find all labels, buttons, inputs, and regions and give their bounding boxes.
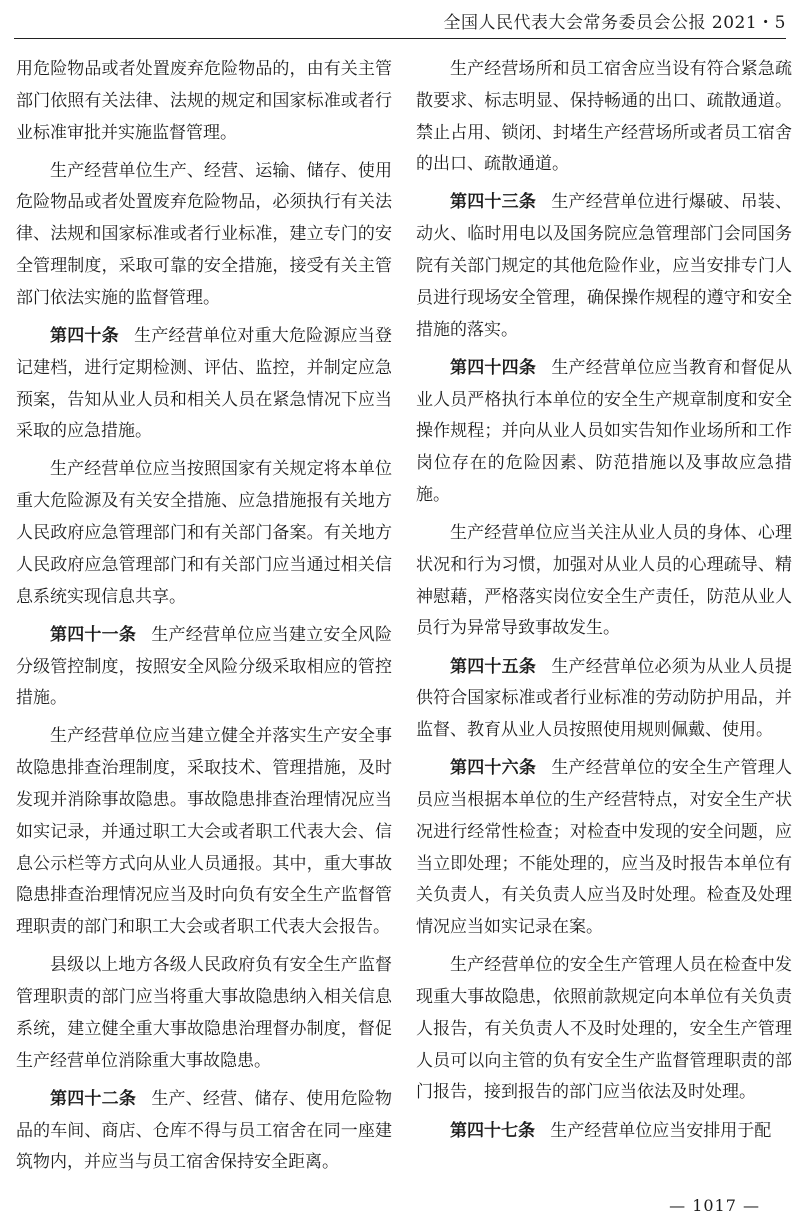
paragraph (16, 54, 392, 149)
paragraph-text: 生产经营单位必须为从业人员提供符合国家标准或者行业标准的劳动防护用品，并监督、教育从业人员按照使用规则佩戴、使用。 (416, 656, 793, 741)
paragraph-text: 生产经营单位应当安排用于配 (550, 1120, 772, 1141)
article-paragraph (16, 321, 392, 448)
page-number: — 1017 — (669, 1196, 760, 1215)
article-number: 第四十三条 (450, 192, 537, 213)
article-number: 第四十二条 (50, 1088, 137, 1109)
paragraph-text: 生产、经营、储存、使用危险物品的车间、商店、仓库不得与员工宿舍在同一座建筑物内，并应当与员工宿舍保持安全距离。 (16, 1088, 393, 1173)
left-text-column (16, 54, 392, 1185)
publication-header (14, 8, 786, 39)
paragraph-text: 生产经营单位应当建立安全风险分级管控制度，按照安全风险分级采取相应的管控措施。 (16, 624, 393, 709)
paragraph-text: 生产经营单位应当教育和督促从业人员严格执行本单位的安全生产规章制度和安全操作规程；并向从业人员如实告知作业场所和工作岗位存在的危险因素、防范措施以及事故应急措施。 (416, 357, 793, 505)
paragraph (16, 454, 392, 613)
paragraph (416, 54, 792, 181)
paragraph-text: 生产经营单位的安全生产管理人员在检查中发现重大事故隐患，依照前款规定向本单位有关负责人报告，有关负责人不及时处理的，安全生产管理人员可以向主管的负有安全生产监督管理职责的部门报告，接到报告的部门应当依法及时处理。 (416, 955, 792, 1103)
paragraph (16, 721, 392, 944)
paragraph (416, 518, 792, 645)
paragraph-text: 生产经营单位应当关注从业人员的身体、心理状况和行为习惯，加强对从业人员的心理疏导、精神慰藉，严格落实岗位安全生产责任，防范从业人员行为异常导致事故发生。 (416, 523, 792, 639)
paragraph-text: 生产经营单位对重大危险源应当登记建档，进行定期检测、评估、监控，并制定应急预案，告知从业人员和相关人员在紧急情况下应当采取的应急措施。 (16, 325, 393, 442)
paragraph-text: 生产经营场所和员工宿舍应当设有符合紧急疏散要求、标志明显、保持畅通的出口、疏散通道。禁止占用、锁闭、封堵生产经营场所或者员工宿舍的出口、疏散通道。 (416, 59, 792, 175)
paragraph-text: 生产经营单位应当按照国家有关规定将本单位重大危险源及有关安全措施、应急措施报有关地方人民政府应急管理部门和有关部门备案。有关地方人民政府应急管理部门和有关部门应当通过相关信息系统实现信息共享。 (16, 459, 392, 607)
paragraph (16, 156, 392, 315)
article-number: 第四十五条 (450, 656, 537, 677)
article-number: 第四十条 (50, 325, 119, 346)
paragraph (16, 950, 392, 1077)
article-paragraph (416, 652, 792, 747)
paragraph-text: 用危险物品或者处置废弃危险物品的，由有关主管部门依照有关法律、法规的规定和国家标准或者行业标准审批并实施监督管理。 (16, 59, 392, 143)
article-paragraph (416, 1116, 792, 1148)
right-text-column (416, 54, 792, 1154)
paragraph (416, 950, 792, 1109)
article-number: 第四十七条 (450, 1120, 535, 1141)
article-number: 第四十四条 (450, 357, 537, 378)
publication-title: 全国人民代表大会常务委员会公报 2021・5 (443, 13, 786, 33)
paragraph-text: 生产经营单位进行爆破、吊装、动火、临时用电以及国务院应急管理部门会同国务院有关部门规定的其他危险作业，应当安排专门人员进行现场安全管理，确保操作规程的遵守和安全措施的落实。 (416, 192, 793, 340)
paragraph-text: 生产经营单位应当建立健全并落实生产安全事故隐患排查治理制度，采取技术、管理措施，及时发现并消除事故隐患。事故隐患排查治理情况应当如实记录，并通过职工大会或者职工代表大会、信息公示栏等方式向从业人员通报。其中，重大事故隐患排查治理情况应当及时向负有安全生产监督管理职责的部门和职工大会或者职工代表大会报告。 (16, 726, 392, 938)
article-paragraph (16, 1084, 392, 1179)
paragraph-text: 县级以上地方各级人民政府负有安全生产监督管理职责的部门应当将重大事故隐患纳入相关信息系统，建立健全重大事故隐患治理督办制度，督促生产经营单位消除重大事故隐患。 (16, 955, 392, 1071)
paragraph-text: 生产经营单位生产、经营、运输、储存、使用危险物品或者处置废弃危险物品，必须执行有关法律、法规和国家标准或者行业标准，建立专门的安全管理制度，采取可靠的安全措施，接受有关主管部门依法实施的监督管理。 (16, 160, 392, 308)
article-paragraph (416, 753, 792, 944)
article-number: 第四十六条 (450, 758, 537, 779)
article-number: 第四十一条 (50, 624, 137, 645)
article-paragraph (416, 353, 792, 512)
paragraph-text: 生产经营单位的安全生产管理人员应当根据本单位的生产经营特点，对安全生产状况进行经常性检查；对检查中发现的安全问题，应当立即处理；不能处理的，应当及时报告本单位有关负责人，有关负责人应当及时处理。检查及处理情况应当如实记录在案。 (416, 758, 793, 938)
article-paragraph (416, 187, 792, 346)
article-paragraph (16, 620, 392, 715)
